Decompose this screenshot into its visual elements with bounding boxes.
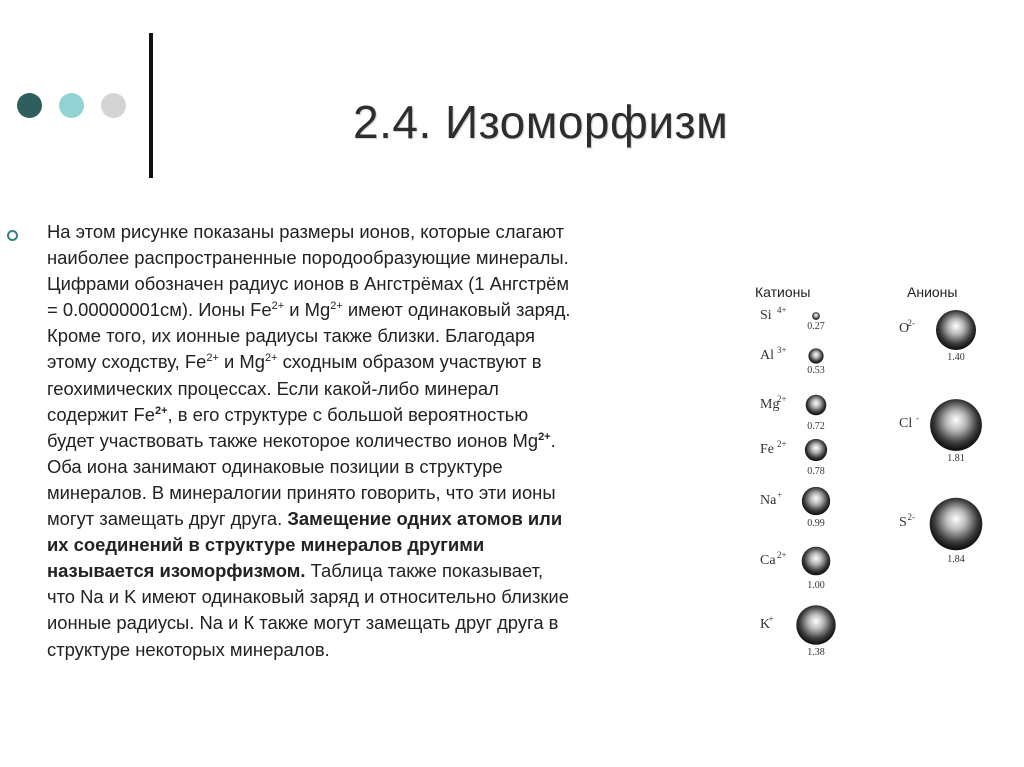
cation-ion-radius-label: 0.72 <box>807 421 825 432</box>
text-line: Цифрами обозначен радиус ионов в Ангстрёмах (1 Ангстрём <box>47 273 570 295</box>
text-part: и Mg <box>218 351 265 373</box>
slide-title: 2.4. Изоморфизм <box>353 96 729 148</box>
cation-ion-radius-label: 1.38 <box>807 647 825 658</box>
text-line <box>47 402 712 428</box>
anion-ion-charge: 2- <box>907 318 915 328</box>
definition-bold: называется изоморфизмом. <box>47 560 306 582</box>
text-part: могут замещать друг друга. <box>47 508 288 530</box>
cation-ion-symbol: K <box>760 617 771 632</box>
cation-ion-charge: 2+ <box>777 394 787 404</box>
text-line: что Na и K имеют одинаковый заряд и относительно близкие <box>47 586 569 608</box>
text-part: сходным образом участвуют в <box>277 351 542 373</box>
text-part: . <box>550 429 556 451</box>
cation-ion-symbol: Mg <box>760 397 780 412</box>
text-line: ионные радиусы. Na и К также могут замещать друг друга в <box>47 612 559 634</box>
cation-ion-charge: 2+ <box>777 550 787 560</box>
definition-bold: Замещение одних атомов или <box>287 508 563 530</box>
charge-superscript: 2+ <box>271 300 285 313</box>
definition-bold: их соединений в структуре минералов другими <box>47 534 485 556</box>
cation-ion-symbol: Na <box>760 493 777 508</box>
text-part: Таблица также показывает, <box>305 560 544 582</box>
text-line: структуре некоторых минералов. <box>47 638 330 660</box>
text-part: этому сходству, Fe <box>47 351 207 373</box>
cation-ion-sphere <box>805 439 827 461</box>
cation-ion-sphere <box>806 395 827 416</box>
cation-ion-charge: 4+ <box>777 305 787 315</box>
cation-ion-charge: 3+ <box>777 345 787 355</box>
anion-ion-radius-label: 1.40 <box>947 352 965 363</box>
cation-ion-sphere <box>802 487 830 515</box>
charge-superscript: 2+ <box>154 404 168 417</box>
text-line: Кроме того, их ионные радиусы также близки. Благодаря <box>47 325 535 347</box>
cations-header: Катионы <box>755 284 811 300</box>
charge-superscript: 2+ <box>538 430 551 443</box>
text-part: будет участвовать также некоторое количество ионов Mg <box>47 429 539 451</box>
anion-ion-sphere <box>930 498 983 551</box>
cation-ion-sphere <box>802 547 831 576</box>
text-line <box>47 349 712 375</box>
anion-ion-charge: 2- <box>907 512 915 522</box>
text-line: На этом рисунке показаны размеры ионов, которые слагают <box>47 221 565 242</box>
cation-ion-symbol: Ca <box>760 553 776 568</box>
anion-ion-radius-label: 1.84 <box>947 554 965 565</box>
cation-ion-sphere <box>796 605 835 644</box>
decor-dot-teal <box>59 93 84 118</box>
cation-ion-sphere <box>808 348 823 363</box>
text-line: геохимических процессах. Если какой-либо минерал <box>47 377 499 399</box>
cation-ion-radius-label: 0.99 <box>807 518 825 529</box>
text-line <box>47 532 712 558</box>
text-line <box>47 558 712 584</box>
charge-superscript: 2+ <box>206 352 219 365</box>
title-divider <box>149 33 153 178</box>
text-part: , в его структуре с большой вероятностью <box>167 403 529 425</box>
decor-dot-dark <box>17 93 42 118</box>
cation-ion-symbol: Al <box>760 348 774 363</box>
anion-ion-sphere <box>936 310 976 350</box>
anion-ion-radius-label: 1.81 <box>947 453 965 464</box>
anion-ion-symbol: O <box>899 321 910 336</box>
cation-ion-charge: + <box>777 490 783 500</box>
cation-ion-charge: 2+ <box>777 439 787 449</box>
charge-superscript: 2+ <box>330 300 343 313</box>
text-part: и Mg <box>284 299 331 321</box>
body-paragraph <box>47 219 712 663</box>
cation-ion-symbol: Si <box>760 308 772 323</box>
anion-ion-symbol: Cl <box>899 416 913 431</box>
anions-header: Анионы <box>907 284 958 300</box>
text-part: = 0.00000001см). Ионы Fe <box>47 299 272 321</box>
ion-size-figure <box>747 272 1002 672</box>
charge-superscript: 2+ <box>264 352 278 365</box>
text-line: минералов. В минералогии принято говорить, что эти ионы <box>47 481 556 503</box>
text-line <box>47 506 712 532</box>
cation-ion-radius-label: 0.27 <box>807 321 825 332</box>
cation-ion-charge: + <box>768 614 774 624</box>
cation-ion-sphere <box>812 312 820 320</box>
decor-dot-gray <box>101 93 126 118</box>
anion-ion-sphere <box>930 399 982 451</box>
anion-ion-symbol: S <box>899 515 907 530</box>
text-line <box>47 428 712 454</box>
text-line: наиболее распространенные породообразующие минералы. <box>47 247 569 269</box>
cation-ion-radius-label: 0.78 <box>807 466 825 477</box>
anion-ion-charge: - <box>916 413 919 423</box>
cation-ion-radius-label: 0.53 <box>807 365 825 376</box>
text-line <box>47 297 712 323</box>
text-part: имеют одинаковый заряд. <box>342 299 571 321</box>
cation-ion-symbol: Fe <box>760 442 774 457</box>
bullet-icon <box>7 230 18 241</box>
text-line: Оба иона занимают одинаковые позиции в структуре <box>47 455 503 477</box>
text-part: содержит Fe <box>47 403 155 425</box>
cation-ion-radius-label: 1.00 <box>807 580 825 591</box>
ion-diagram <box>747 272 1002 672</box>
